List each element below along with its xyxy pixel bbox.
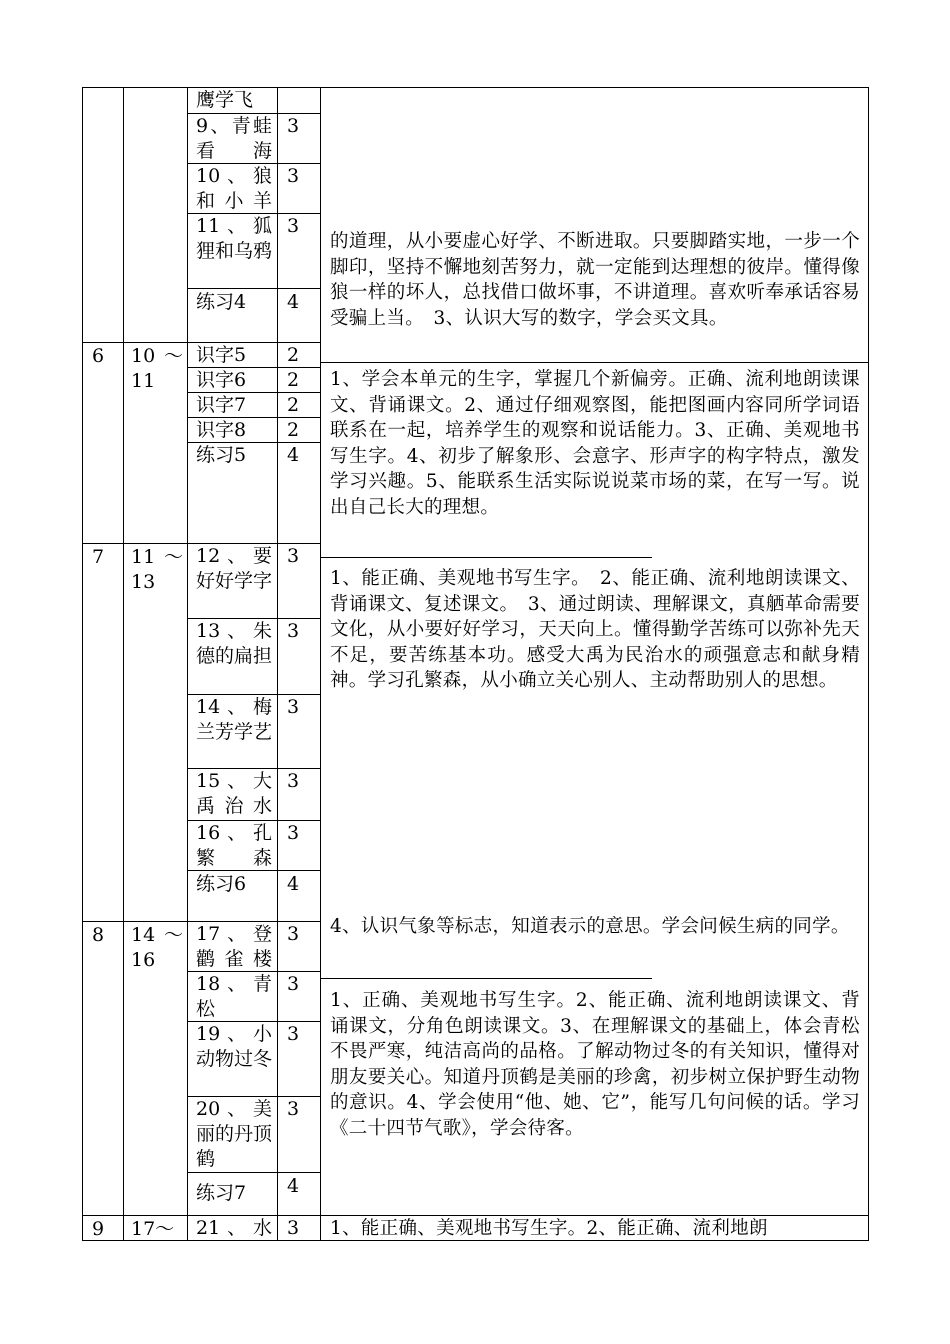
goals-unit9: 1、能正确、美观地书写生字。2、能正确、流利地朗 (330, 1218, 768, 1239)
goals-unit7-end: 4、认识气象等标志，知道表示的意思。学会问候生病的同学。 (330, 916, 850, 937)
lesson-name: 20、美丽的丹顶鹤 (196, 1098, 273, 1170)
lesson-name: 12、要好好学字 (196, 545, 273, 592)
lesson-hours: 2 (287, 419, 300, 441)
lesson-hours: 4 (287, 1175, 300, 1197)
goal-line (320, 362, 869, 363)
lesson-hours: 3 (287, 115, 300, 137)
lesson-hours: 3 (287, 973, 300, 995)
col-sep-lesson (277, 87, 278, 1241)
goals-unit6: 1、学会本单元的生字，掌握几个新偏旁。正确、流利地朗读课文、背诵课文。2、通过仔细观察图，能把图画内容同所学词语联系在一起，培养学生的观察和说话能力。3、正确、美观地书写生字。4、初步了解象形、会意字、形声字的构字特点，激发学习兴趣。5、能联系生活实际说说菜市场的菜，在写一写。说出自己长大的理想。 (330, 369, 860, 518)
goals-unit5: 的道理，从小要虚心好学、不断进取。只要脚踏实地，一步一个脚印，坚持不懈地刻苦努力，就一定能到达理想的彼岸。懂得像狼一样的坏人，总找借口做坏事，不讲道理。喜欢听奉承话容易受骗上当。 3、认识大写的数字，学会买文具。 (330, 231, 860, 329)
lesson-hours: 3 (287, 822, 300, 844)
lesson-name: 识字5 (196, 344, 247, 366)
lesson-name: 13、朱德的扁担 (196, 620, 273, 667)
weeks-range: 14～16 (131, 924, 183, 971)
lesson-hours: 3 (287, 165, 300, 187)
lesson-hours: 4 (287, 444, 300, 466)
lesson-name: 18、青松 (196, 973, 272, 1020)
lesson-name: 鹰学飞 (196, 89, 254, 111)
lesson-hours: 2 (287, 344, 300, 366)
row-line (187, 1172, 320, 1173)
lesson-hours: 3 (287, 545, 300, 567)
lesson-hours: 4 (287, 291, 300, 313)
lesson-name: 16、孔繁森 (196, 822, 272, 869)
lesson-name: 练习4 (196, 291, 247, 313)
lesson-hours: 3 (287, 770, 300, 792)
weeks-range: 17～ (131, 1218, 175, 1240)
unit-number: 6 (92, 345, 105, 367)
lesson-name: 14、梅兰芳学艺 (196, 696, 273, 743)
lesson-name: 15、大禹治水 (196, 770, 272, 817)
lesson-hours: 2 (287, 394, 300, 416)
lesson-hours: 3 (287, 1023, 300, 1045)
row-line (187, 288, 320, 289)
lesson-hours: 3 (287, 696, 300, 718)
goals-unit7: 1、能正确、美观地书写生字。 2、能正确、流利地朗读课文、背诵课文、复述课文。 3、通过朗读、理解课文，真舾革命需要文化，从小要好好学习，天天向上。懂得勤学苦练可以弥补先天不足，要苦练基本功。感受大禹为民治水的顽强意志和献身精神。学习孔繁森，从小确立关心别人、主动帮助别人的思想。 (330, 568, 860, 691)
lesson-name: 9、青蛙看海 (196, 115, 272, 162)
lesson-name: 17、登鹳雀楼 (196, 923, 272, 970)
goal-line (320, 557, 652, 558)
lesson-hours: 3 (287, 1217, 300, 1239)
lesson-name: 练习6 (196, 873, 247, 895)
lesson-name: 识字6 (196, 369, 247, 391)
lesson-hours: 3 (287, 620, 300, 642)
lesson-name: 识字8 (196, 419, 247, 441)
lesson-hours: 3 (287, 923, 300, 945)
weeks-range: 11～13 (131, 546, 183, 593)
lesson-hours: 3 (287, 1098, 300, 1120)
unit-number: 7 (92, 546, 105, 568)
lesson-hours: 4 (287, 873, 300, 895)
lesson-hours: 3 (287, 215, 300, 237)
lesson-name: 练习7 (196, 1182, 247, 1204)
lesson-name: 识字7 (196, 394, 247, 416)
goals-unit8: 1、正确、美观地书写生字。2、能正确、流利地朗读课文、背诵课文，分角色朗读课文。3、在理解课文的基础上，体会青松不畏严寒，纯洁高尚的品格。了解动物过冬的有关知识，懂得对朋友要关心。知道丹顶鹤是美丽的珍禽，初步树立保护野生动物的意识。4、学会使用“他、她、它”，能写几句问候的话。学习《二十四节气歌》，学会待客。 (330, 990, 860, 1139)
lesson-name: 10、狼和小羊 (196, 165, 272, 212)
lesson-name: 11、狐狸和乌鸦 (196, 215, 273, 262)
lesson-hours: 2 (287, 369, 300, 391)
lesson-name: 练习5 (196, 444, 247, 466)
lesson-name: 19、小动物过冬 (196, 1023, 273, 1070)
col-sep-unit (123, 87, 124, 1241)
weeks-range: 10～11 (131, 345, 183, 392)
unit-number: 8 (92, 924, 105, 946)
goal-line (320, 978, 652, 979)
unit-number: 9 (92, 1218, 105, 1240)
col-sep-weeks (187, 87, 188, 1241)
lesson-name: 21、水 (196, 1217, 272, 1239)
col-sep-hours (320, 87, 321, 1241)
